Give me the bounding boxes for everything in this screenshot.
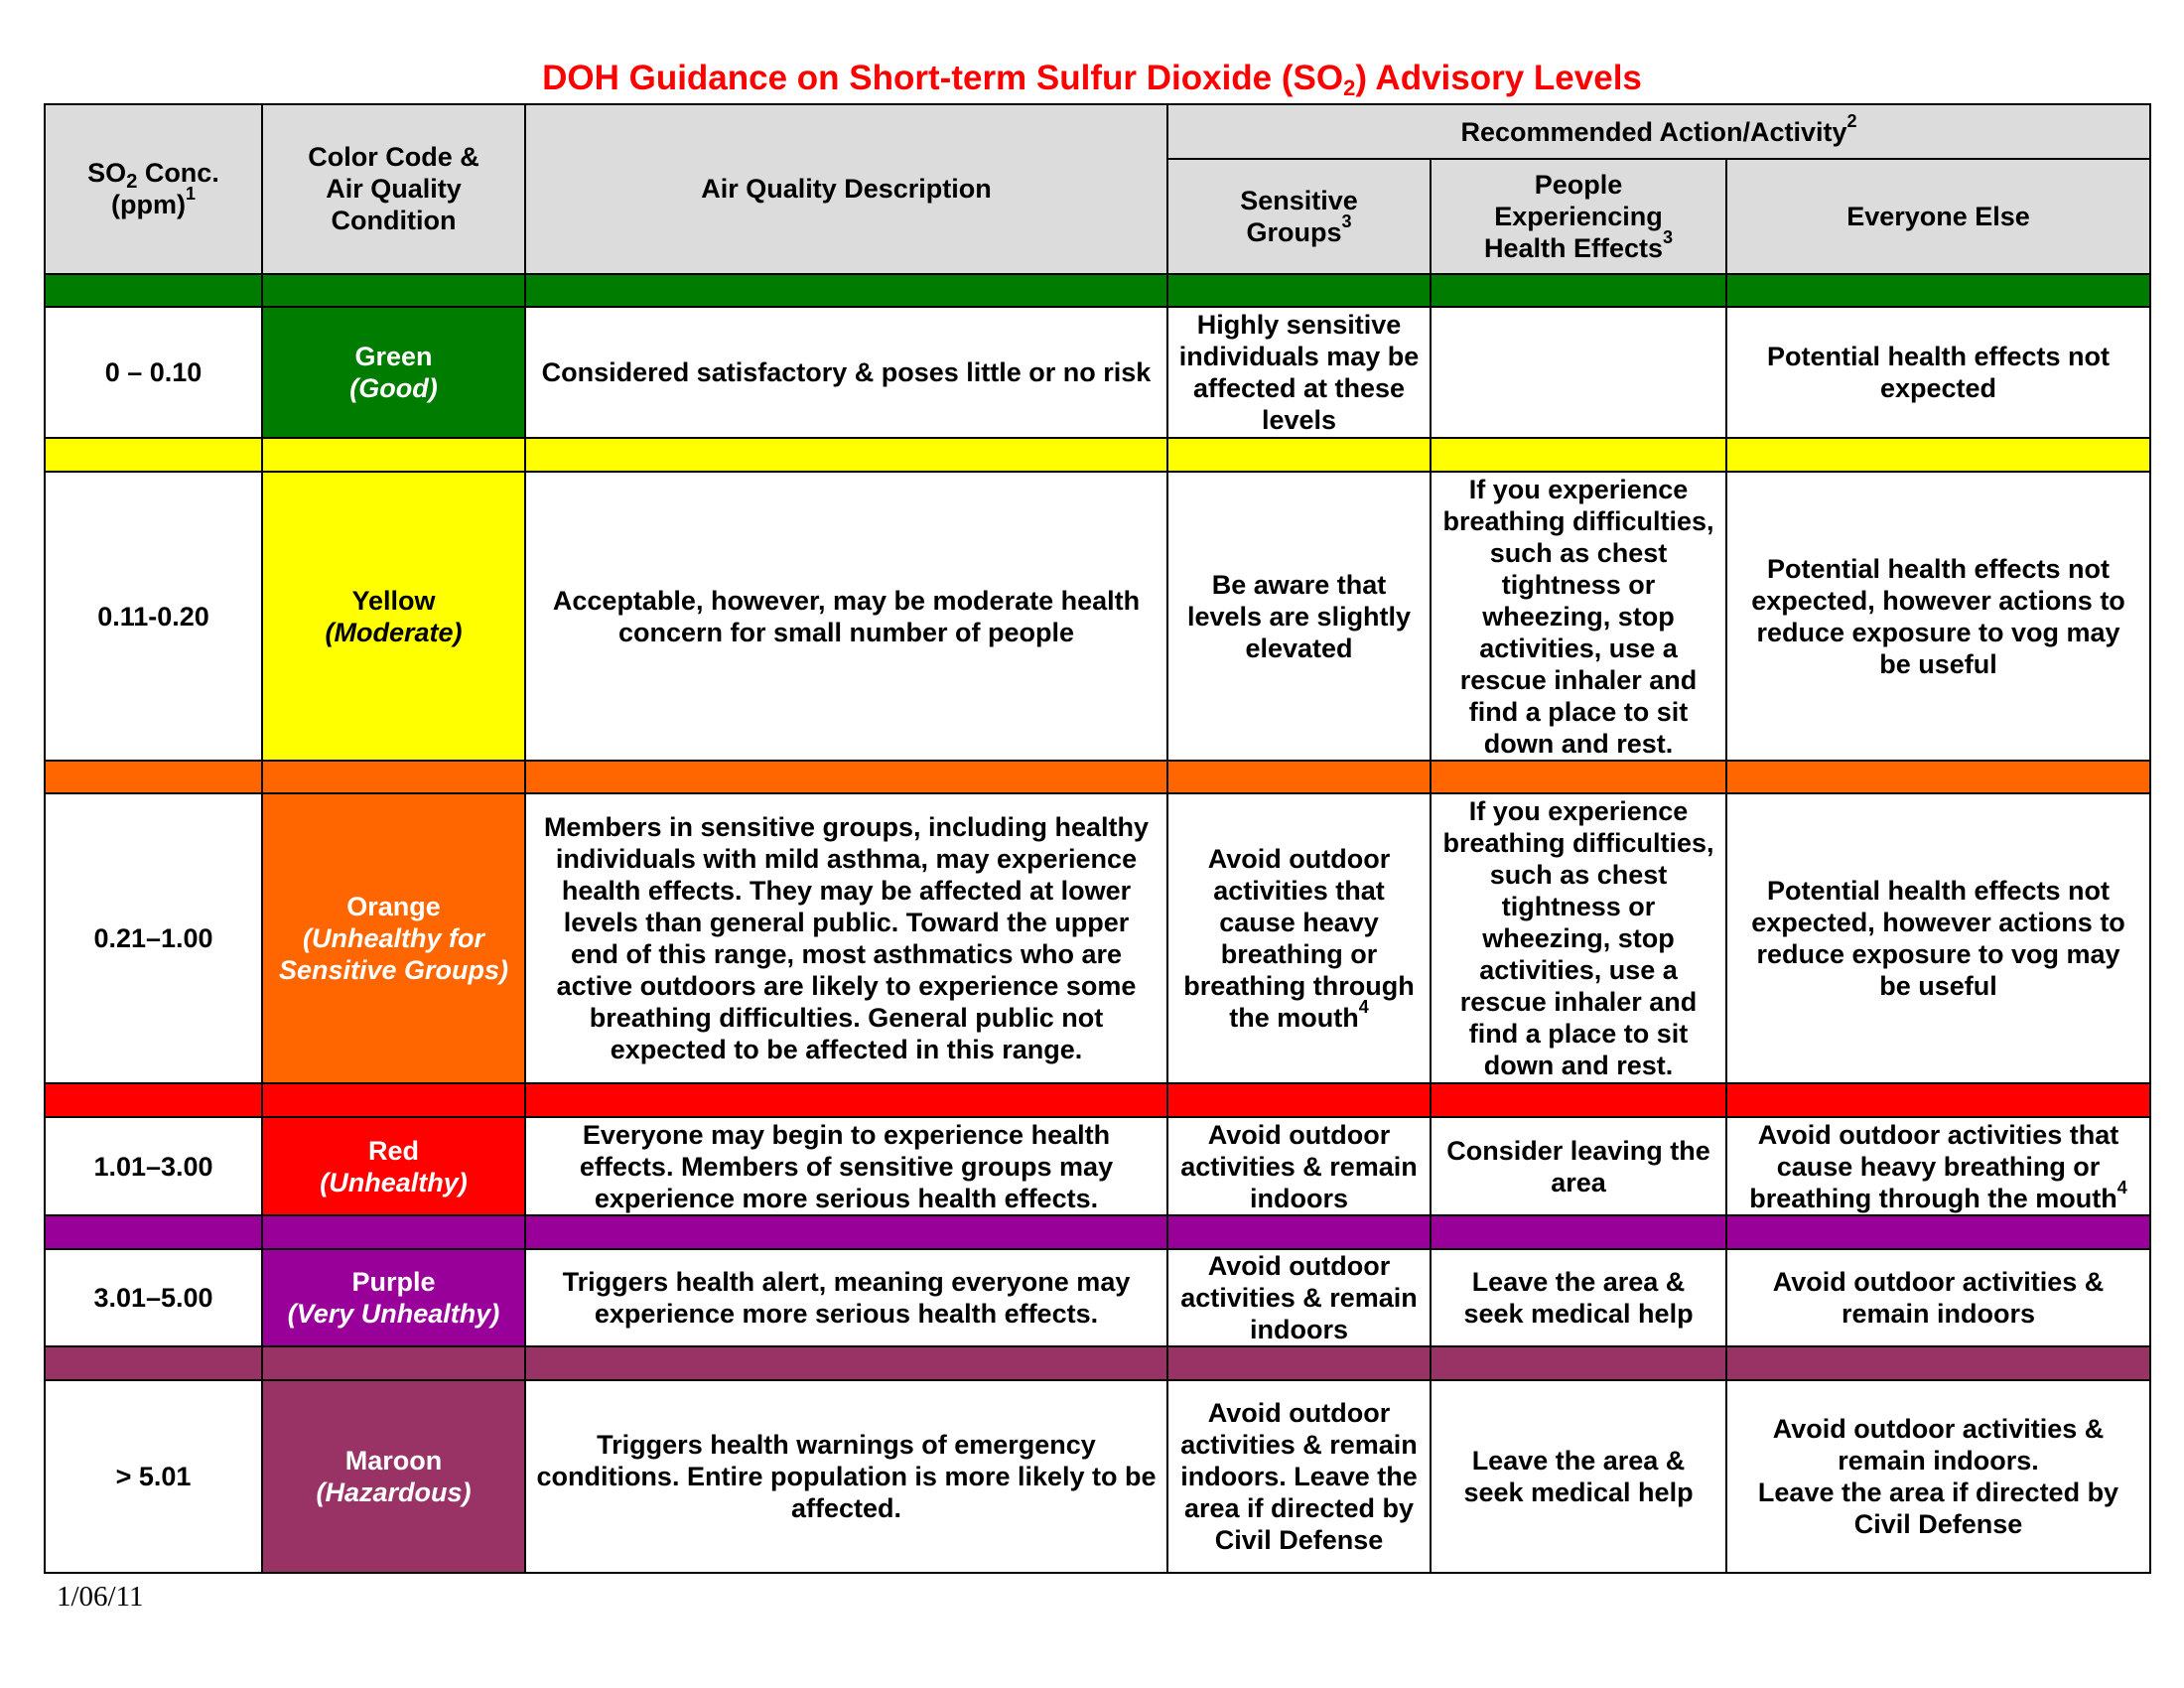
conc-cell: 0 – 0.10 [45, 307, 262, 438]
header-conc: $SO_2$ Conc. (ppm)$^1$ [45, 104, 262, 274]
conc-cell: 1.01–3.00 [45, 1117, 262, 1214]
band-purple [45, 1215, 2150, 1249]
advisory-table [44, 103, 2151, 1574]
people-cell: If you experience breathing difficulties, such as chest tightness or wheezing, stop activities, use a rescue inhaler and find a place to sit down and rest. [1431, 472, 1726, 761]
description-cell: Triggers health alert, meaning everyone may experience more serious health effects. [525, 1249, 1167, 1346]
everyone-cell: Potential health effects not expected, however actions to reduce exposure to vog may be useful [1726, 472, 2150, 761]
sensitive-cell: Avoid outdoor activities & remain indoors. Leave the area if directed by Civil Defense [1167, 1380, 1431, 1573]
conc-cell: > 5.01 [45, 1380, 262, 1573]
description-cell: Acceptable, however, may be moderate health concern for small number of people [525, 472, 1167, 761]
conc-cell: 0.21–1.00 [45, 793, 262, 1083]
conc-cell: 0.11-0.20 [45, 472, 262, 761]
people-cell: Consider leaving the area [1431, 1117, 1726, 1214]
everyone-cell: Avoid outdoor activities & remain indoors. Leave the area if directed by Civil Defense [1726, 1380, 2150, 1573]
description-cell: Members in sensitive groups, including healthy individuals with mild asthma, may experience health effects. They may be affected at lower levels than general public. Toward the upper end of this range, most asthmatics who are active outdoors are likely to experience some breathing difficulties. General public not expected to be affected in this range. [525, 793, 1167, 1083]
header-air-quality: Air Quality Description [525, 104, 1167, 274]
conc-cell: 3.01–5.00 [45, 1249, 262, 1346]
band-green [45, 274, 2150, 307]
description-cell: Everyone may begin to experience health effects. Members of sensitive groups may experience more serious health effects. [525, 1117, 1167, 1214]
band-red [45, 1083, 2150, 1117]
table-row [45, 1249, 2150, 1346]
sensitive-cell: Be aware that levels are slightly elevated [1167, 472, 1431, 761]
color-code-cell: Purple (Very Unhealthy) [262, 1249, 525, 1346]
everyone-cell: Avoid outdoor activities that cause heavy breathing or breathing through the mouth$^4$ [1726, 1117, 2150, 1214]
description-cell: Considered satisfactory & poses little or no risk [525, 307, 1167, 438]
sensitive-cell: Avoid outdoor activities & remain indoors [1167, 1117, 1431, 1214]
table-row [45, 1380, 2150, 1573]
band-maroon [45, 1346, 2150, 1380]
footer-date: 1/06/11 [57, 1581, 144, 1613]
description-cell: Triggers health warnings of emergency conditions. Entire population is more likely to be affected. [525, 1380, 1167, 1573]
color-code-cell: Maroon (Hazardous) [262, 1380, 525, 1573]
sensitive-cell: Avoid outdoor activities & remain indoors [1167, 1249, 1431, 1346]
color-code-cell: Red (Unhealthy) [262, 1117, 525, 1214]
people-cell: If you experience breathing difficulties, such as chest tightness or wheezing, stop activities, use a rescue inhaler and find a place to sit down and rest. [1431, 793, 1726, 1083]
header-color-code: Color Code & Air Quality Condition [262, 104, 525, 274]
table-row [45, 1117, 2150, 1214]
everyone-cell: Avoid outdoor activities & remain indoors [1726, 1249, 2150, 1346]
header-row-1 [45, 104, 2150, 159]
header-sensitive: Sensitive Groups$^3$ [1167, 159, 1431, 273]
people-cell: Leave the area & seek medical help [1431, 1380, 1726, 1573]
sensitive-cell: Highly sensitive individuals may be affected at these levels [1167, 307, 1431, 438]
table-row [45, 472, 2150, 761]
header-recommended: Recommended Action/Activity$^2$ [1167, 104, 2150, 159]
page-title: DOH Guidance on Short-term Sulfur Dioxide $(SO_2)$ Advisory Levels [542, 59, 1642, 100]
table-row [45, 307, 2150, 438]
everyone-cell: Potential health effects not expected [1726, 307, 2150, 438]
color-code-cell: Orange (Unhealthy for Sensitive Groups) [262, 793, 525, 1083]
color-code-cell: Yellow (Moderate) [262, 472, 525, 761]
people-cell [1431, 307, 1726, 438]
header-people: People Experiencing Health Effects$^3$ [1431, 159, 1726, 273]
people-cell: Leave the area & seek medical help [1431, 1249, 1726, 1346]
band-yellow [45, 438, 2150, 472]
color-code-cell: Green (Good) [262, 307, 525, 438]
table-row [45, 793, 2150, 1083]
band-orange [45, 761, 2150, 793]
sensitive-cell: Avoid outdoor activities that cause heavy breathing or breathing through the mouth$^4$ [1167, 793, 1431, 1083]
everyone-cell: Potential health effects not expected, however actions to reduce exposure to vog may be useful [1726, 793, 2150, 1083]
header-everyone: Everyone Else [1726, 159, 2150, 273]
